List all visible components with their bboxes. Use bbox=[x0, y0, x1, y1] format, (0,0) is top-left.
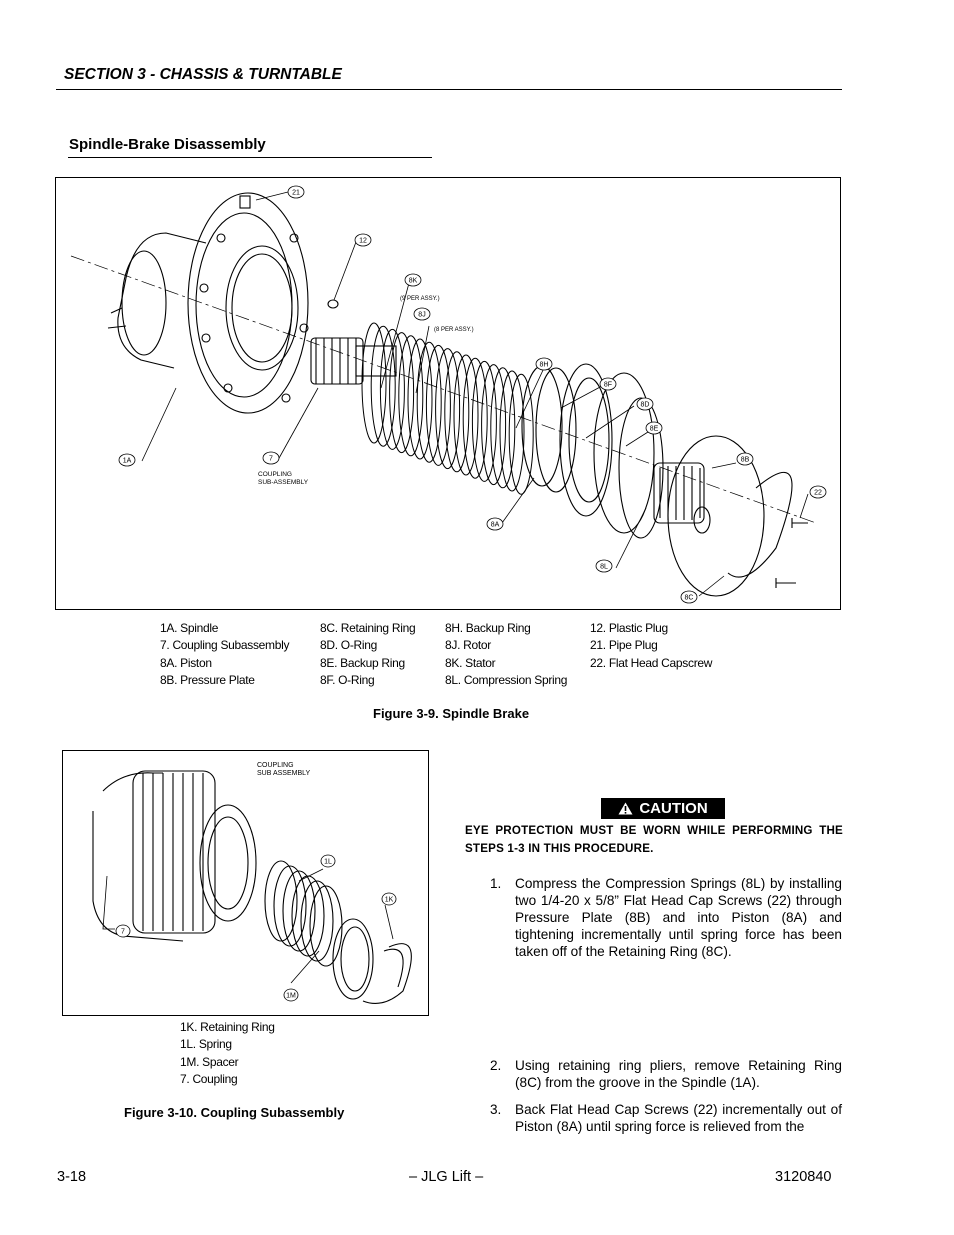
legend-item: 8E. Backup Ring bbox=[320, 655, 405, 670]
callout-8l: 8L bbox=[600, 563, 608, 571]
legend-item: 8F. O-Ring bbox=[320, 672, 375, 687]
step-number: 3. bbox=[490, 1102, 502, 1117]
step-text: Using retaining ring pliers, remove Retaining Ring (8C) from the groove in the Spindle (1A). bbox=[515, 1058, 842, 1090]
caution-text: EYE PROTECTION MUST BE WORN WHILE PERFORMING THE STEPS 1-3 IN THIS PROCEDURE. bbox=[465, 824, 843, 855]
callout-8k: 8K bbox=[408, 277, 418, 285]
legend-item: 8B. Pressure Plate bbox=[160, 672, 255, 687]
stator-note: (9 PER ASSY.) bbox=[400, 296, 440, 302]
coupling-legend bbox=[180, 1019, 275, 1088]
callout-21: 21 bbox=[292, 189, 300, 197]
legend-item: 8H. Backup Ring bbox=[445, 621, 531, 635]
caution-badge bbox=[601, 798, 725, 819]
coupling-figure bbox=[62, 750, 429, 1016]
figure-3-9-caption: Figure 3-9. Spindle Brake bbox=[373, 706, 530, 721]
legend-item: 21. Pipe Plug bbox=[590, 638, 658, 653]
caution-label: CAUTION bbox=[639, 800, 708, 817]
spindle-legend-col2 bbox=[320, 620, 415, 689]
callout-8f: 8F bbox=[603, 381, 613, 389]
spindle-legend-col3 bbox=[445, 620, 567, 689]
callout-22: 22 bbox=[814, 489, 822, 497]
callout-8b: 8B bbox=[740, 456, 750, 464]
spindle-brake-drawing bbox=[56, 178, 839, 608]
coupling-subassembly-note-line1: COUPLING bbox=[257, 762, 294, 769]
section-title: SECTION 3 - CHASSIS & TURNTABLE bbox=[64, 66, 342, 83]
callout-8c: 8C bbox=[684, 594, 694, 602]
coupling-note-line2: SUB-ASSEMBLY bbox=[258, 479, 309, 486]
legend-item: 8D. O-Ring bbox=[320, 638, 378, 653]
warning-triangle-icon bbox=[618, 802, 633, 815]
step-number: 2. bbox=[490, 1058, 502, 1073]
subsection-rule bbox=[68, 157, 432, 158]
coupling-subassembly-note-line2: SUB ASSEMBLY bbox=[257, 770, 311, 777]
step-text: Compress the Compression Springs (8L) by installing two 1/4-20 x 5/8” Flat Head Cap Screws (22) through Pressure Plate (8B) and into Piston (8A) and tightening incrementally until spring force has been taken off of the Retaining Ring (8C). bbox=[515, 876, 842, 959]
coupling-note-line1: COUPLING bbox=[258, 471, 292, 478]
legend-item: 22. Flat Head Capscrew bbox=[590, 655, 713, 670]
callout-7: 7 bbox=[269, 455, 273, 463]
legend-item: 1K. Retaining Ring bbox=[180, 1020, 275, 1034]
legend-item: 1L. Spring bbox=[180, 1037, 232, 1052]
figure-3-10-caption: Figure 3-10. Coupling Subassembly bbox=[124, 1105, 345, 1120]
page-number: 3-18 bbox=[57, 1169, 87, 1185]
callout-1l: 1L bbox=[324, 858, 332, 866]
legend-item: 8C. Retaining Ring bbox=[320, 621, 416, 635]
spindle-legend-col1 bbox=[160, 620, 289, 689]
legend-item: 8J. Rotor bbox=[445, 638, 491, 653]
legend-item: 8K. Stator bbox=[445, 655, 496, 670]
step-text: Back Flat Head Cap Screws (22) incrementally out of Piston (8A) until spring force is relieved from the bbox=[515, 1102, 842, 1134]
coupling-drawing bbox=[63, 751, 427, 1014]
footer-center: – JLG Lift – bbox=[409, 1169, 484, 1185]
step-2 bbox=[490, 1057, 842, 1091]
legend-item: 8A. Piston bbox=[160, 655, 212, 670]
subsection-title: Spindle-Brake Disassembly bbox=[69, 136, 266, 153]
callout-8h: 8H bbox=[539, 361, 549, 369]
callout-8a: 8A bbox=[490, 521, 500, 529]
legend-item: 12. Plastic Plug bbox=[590, 621, 668, 635]
callout-1a: 1A bbox=[122, 457, 132, 465]
rotor-note: (8 PER ASSY.) bbox=[434, 327, 474, 333]
callout-8j: 8J bbox=[418, 311, 426, 319]
legend-item: 8L. Compression Spring bbox=[445, 672, 568, 687]
legend-item: 7. Coupling Subassembly bbox=[160, 638, 290, 653]
legend-item: 1A. Spindle bbox=[160, 621, 219, 635]
legend-item: 1M. Spacer bbox=[180, 1054, 239, 1069]
step-number: 1. bbox=[490, 876, 502, 891]
spindle-legend-col4 bbox=[590, 620, 712, 672]
callout-1m: 1M bbox=[286, 992, 296, 1000]
callout-1k: 1K bbox=[384, 896, 394, 904]
spindle-brake-figure bbox=[55, 177, 841, 610]
step-1 bbox=[490, 875, 842, 960]
document-number: 3120840 bbox=[775, 1169, 832, 1185]
callout-8e: 8E bbox=[649, 425, 659, 433]
header-rule bbox=[56, 89, 842, 90]
legend-item: 7. Coupling bbox=[180, 1071, 238, 1086]
callout-12: 12 bbox=[359, 237, 367, 245]
callout-7: 7 bbox=[121, 928, 125, 936]
step-3 bbox=[490, 1101, 842, 1135]
callout-8d: 8D bbox=[640, 401, 650, 409]
